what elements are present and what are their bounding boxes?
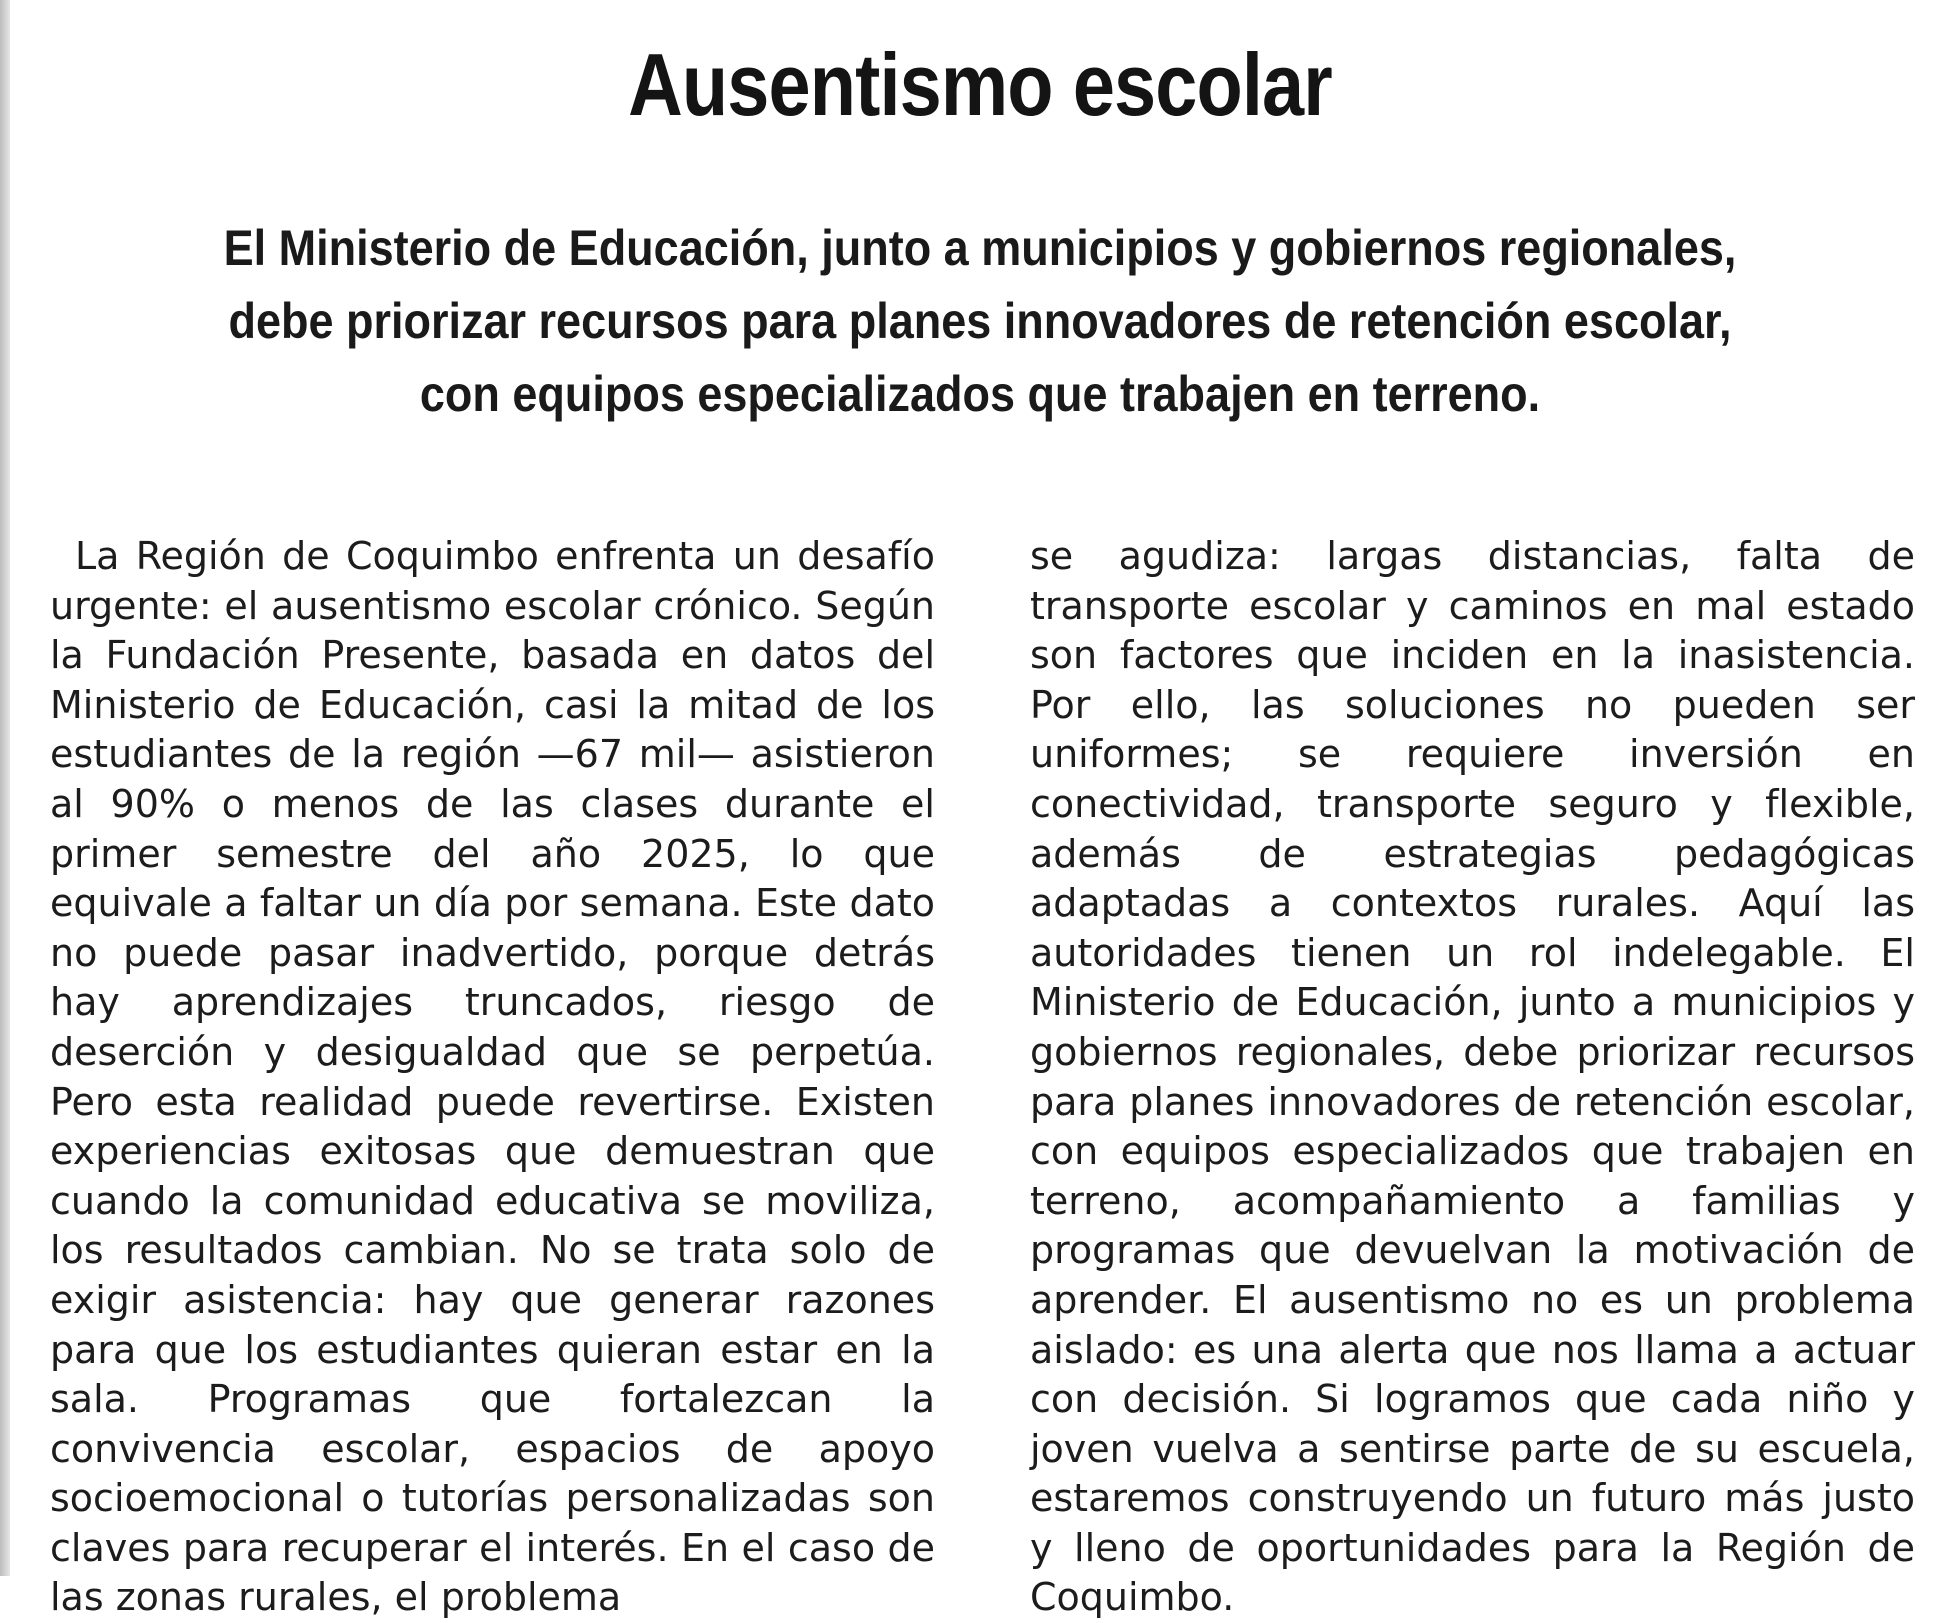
article-body-column-left: La Región de Coquimbo enfrenta un desafío urgente: el ausentismo escolar crónico. Según la Fundación Presente, basada en datos del Ministerio de Educación, casi la mitad de los estudiantes de la región —67 mil— asistieron al 90% o menos de las clases durante el primer semestre del año 2025, lo que equivale a faltar un día por semana. Este dato no puede pasar inadvertido, porque detrás hay aprendizajes truncados, riesgo de deserción y desigualdad que se perpetúa. Pero esta realidad puede revertirse. Existen experiencias exitosas que demuestran que cuando la comunidad educativa se moviliza, los resultados cambian. No se trata solo de exigir asistencia: hay que generar razones para que los estudiantes quieran estar en la sala. Programas que fortalezcan la convivencia escolar, espacios de apoyo socioemocional o tutorías personalizadas son claves para recuperar el interés. En el caso de las zonas rurales, el problema [50,534,935,1620]
article-lead: El Ministerio de Educación, junto a municipios y gobiernos regionales, debe priorizar recursos para planes innovadores de retención escolar, con equipos especializados que trabajen en terreno. [223,220,1737,422]
article-body-column-right: se agudiza: largas distancias, falta de transporte escolar y caminos en mal estado son factores que inciden en la inasistencia. Por ello, las soluciones no pueden ser uniformes; se requiere inversión en conectividad, transporte seguro y flexible, además de estrategias pedagógicas adaptadas a contextos rurales. Aquí las autoridades tienen un rol indelegable. El Ministerio de Educación, junto a municipios y gobiernos regionales, debe priorizar recursos para planes innovadores de retención escolar, con equipos especializados que trabajen en terreno, acompañamiento a familias y programas que devuelvan la motivación de aprender. El ausentismo no es un problema aislado: es una alerta que nos llama a actuar con decisión. Si logramos que cada niño y joven vuelva a sentirse parte de su escuela, estaremos construyendo un futuro más justo y lleno de oportunidades para la Región de Coquimbo. [1030,534,1915,1620]
article-title: Ausentismo escolar [628,35,1332,134]
page-edge-divider [0,0,10,1576]
